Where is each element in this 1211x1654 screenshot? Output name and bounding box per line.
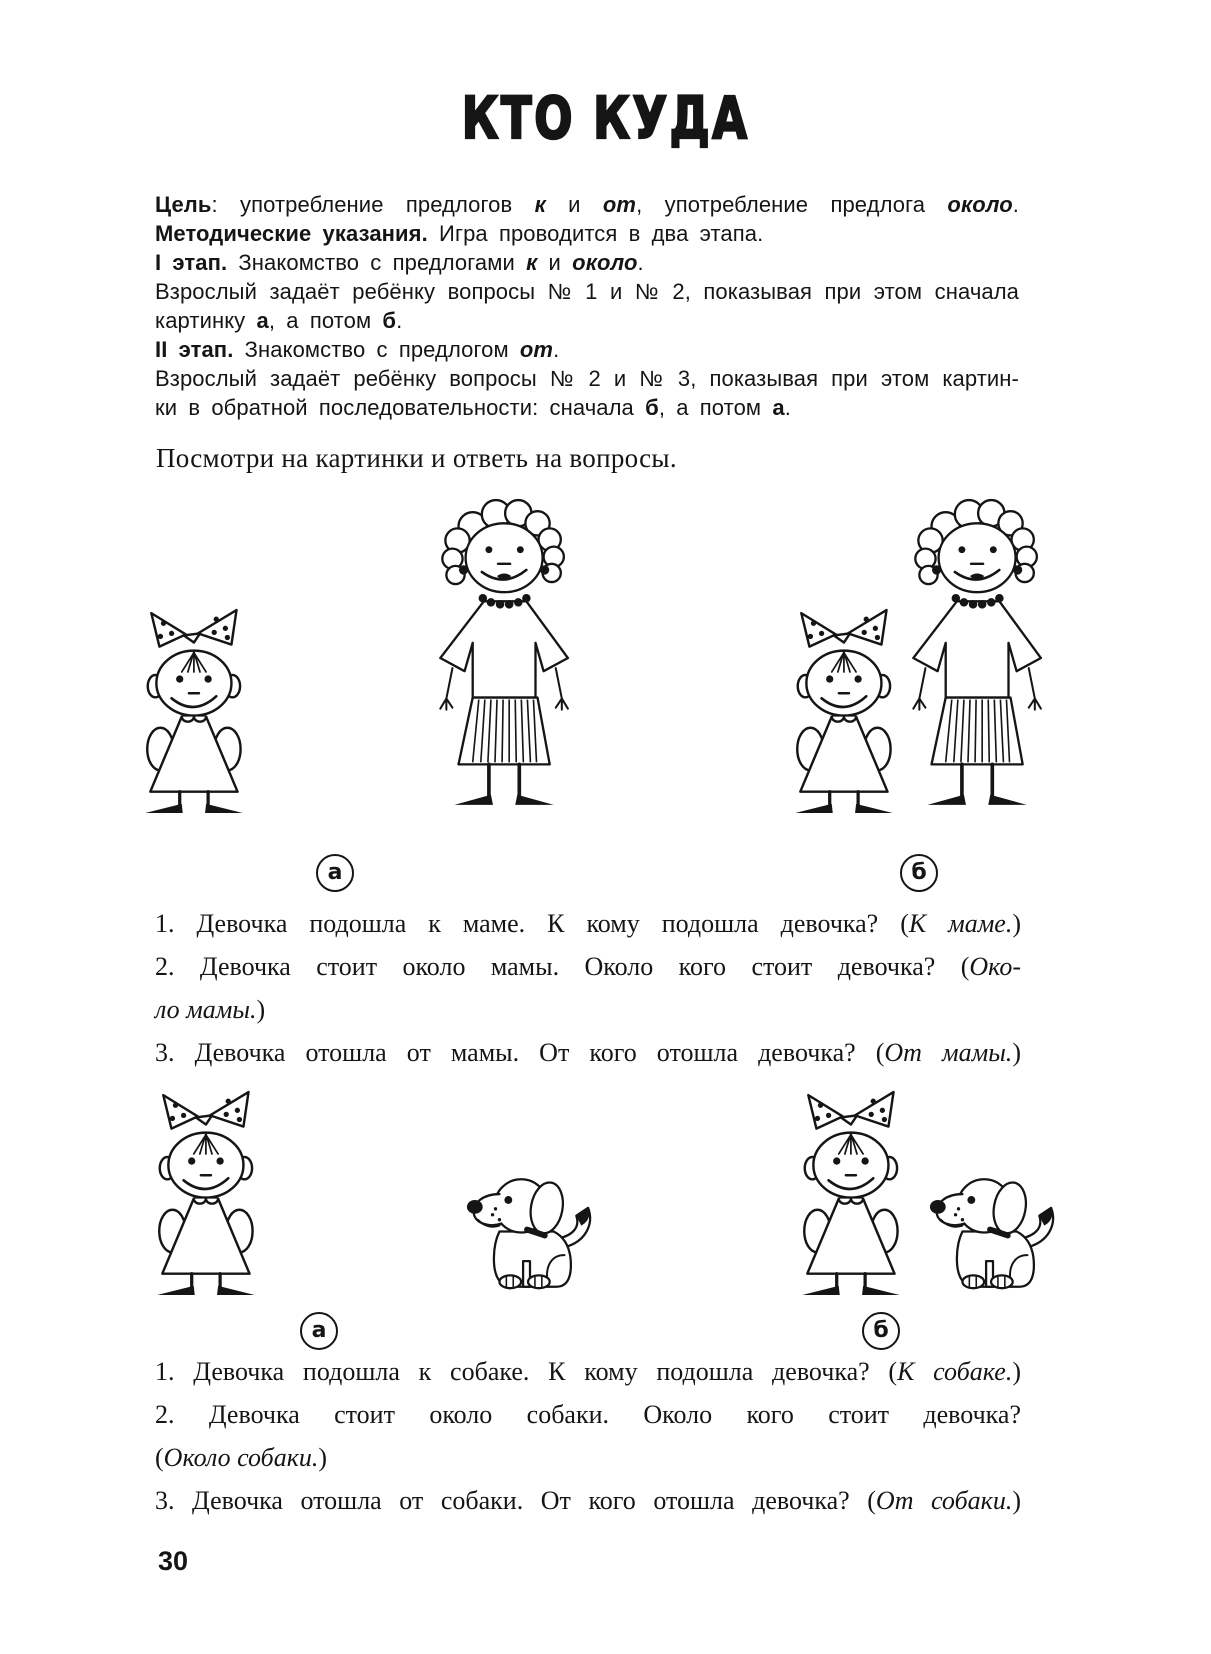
instruction-line: Цель: употребление предлогов к и от, употребление предлога около. bbox=[155, 192, 1019, 217]
questions-mom bbox=[155, 902, 1021, 1074]
task-prompt: Посмотри на картинки и ответь на вопросы. bbox=[156, 443, 677, 473]
mother-figure bbox=[420, 498, 572, 814]
instruction-line: I этап. Знакомство с предлогами к и около. bbox=[155, 250, 644, 275]
mother-figure bbox=[893, 498, 1045, 814]
question-line: 1. Девочка подошла к маме. К кому подошла девочка? (К маме.) bbox=[155, 909, 1022, 938]
question-line: ло мамы.) bbox=[155, 995, 266, 1024]
questions-dog bbox=[155, 1350, 1021, 1522]
picture-label-a: а bbox=[300, 1312, 338, 1350]
question-line: 2. Девочка стоит около собаки. Около кого стоит девочка? bbox=[155, 1400, 1021, 1429]
picture-label-a: а bbox=[316, 854, 354, 892]
instruction-line: ки в обратной последовательности: сначала б, а потом а. bbox=[155, 395, 791, 420]
question-line: 3. Девочка отошла от собаки. От кого отошла девочка? (От собаки.) bbox=[155, 1486, 1021, 1515]
dog-figure bbox=[462, 1170, 598, 1295]
girl-figure bbox=[150, 1088, 274, 1296]
girl-figure bbox=[795, 1088, 919, 1296]
question-line: 3. Девочка отошла от мамы. От кого отошла девочка? (От мамы.) bbox=[155, 1038, 1021, 1067]
dog-figure bbox=[925, 1170, 1061, 1295]
question-line: (Около собаки.) bbox=[155, 1443, 328, 1472]
picture-label-b: б bbox=[862, 1312, 900, 1350]
girl-figure bbox=[138, 606, 262, 814]
instructions-block bbox=[155, 190, 1019, 422]
page-title-text: КТО КУДА bbox=[461, 84, 750, 152]
picture-label-b: б bbox=[900, 854, 938, 892]
page-title bbox=[0, 84, 1211, 152]
instruction-line: Взрослый задаёт ребёнку вопросы № 1 и № 2, показывая при этом сначала bbox=[155, 279, 1019, 304]
page-number: 30 bbox=[158, 1546, 189, 1576]
instruction-line: II этап. Знакомство с предлогом от. bbox=[155, 337, 560, 362]
instruction-line: Взрослый задаёт ребёнку вопросы № 2 и № 3, показывая при этом картин- bbox=[155, 366, 1019, 391]
question-line: 2. Девочка стоит около мамы. Около кого стоит девочка? (Око- bbox=[155, 952, 1021, 981]
instruction-line: картинку а, а потом б. bbox=[155, 308, 403, 333]
question-line: 1. Девочка подошла к собаке. К кому подошла девочка? (К собаке.) bbox=[155, 1357, 1021, 1386]
instruction-line: Методические указания. Игра проводится в два этапа. bbox=[155, 221, 764, 246]
